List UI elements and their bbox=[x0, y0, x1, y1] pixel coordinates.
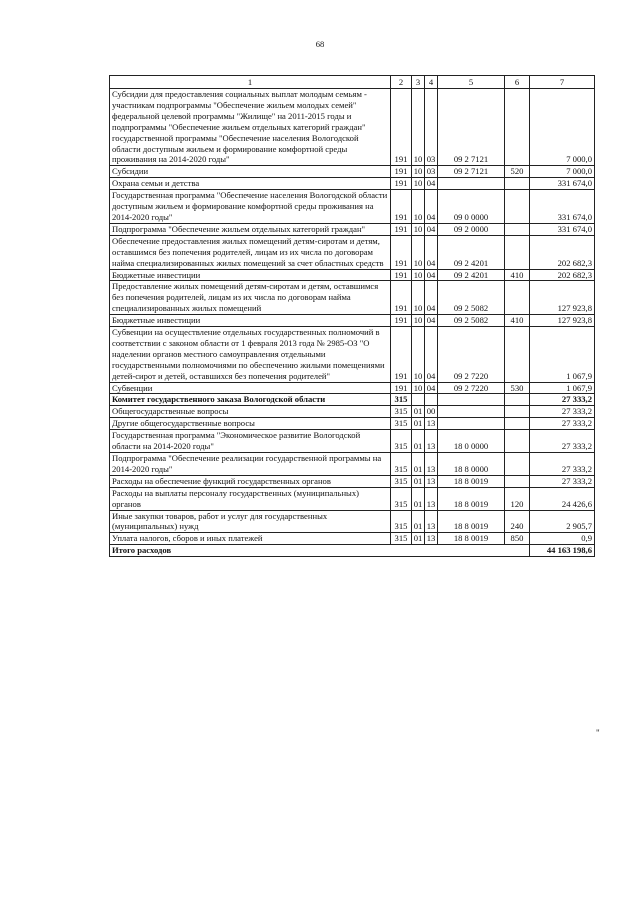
row-name-cell: Бюджетные инвестиции bbox=[110, 269, 391, 281]
target-article-cell: 18 8 0000 bbox=[438, 453, 505, 476]
subsection-code-cell bbox=[425, 394, 438, 406]
target-article-cell: 18 8 0019 bbox=[438, 510, 505, 533]
row-name-cell: Государственная программа "Экономическое развитие Вологодской области на 2014-2020 годы" bbox=[110, 430, 391, 453]
table-row bbox=[110, 89, 595, 166]
table-row bbox=[110, 406, 595, 418]
target-article-cell: 09 2 7121 bbox=[438, 166, 505, 178]
row-name-cell: Государственная программа "Обеспечение населения Вологодской области доступным жильем и формирование комфортной среды проживания на 2014-2020 годы" bbox=[110, 190, 391, 224]
section-code-cell: 10 bbox=[412, 315, 425, 327]
expense-type-cell bbox=[505, 235, 530, 269]
section-code-cell: 01 bbox=[412, 430, 425, 453]
header-cell: 5 bbox=[438, 76, 505, 89]
chapter-code-cell: 191 bbox=[391, 382, 412, 394]
header-cell: 4 bbox=[425, 76, 438, 89]
chapter-code-cell: 315 bbox=[391, 430, 412, 453]
budget-table bbox=[109, 75, 595, 557]
amount-cell: 24 426,6 bbox=[530, 487, 595, 510]
row-name-cell: Бюджетные инвестиции bbox=[110, 315, 391, 327]
header-cell: 7 bbox=[530, 76, 595, 89]
subsection-code-cell: 04 bbox=[425, 269, 438, 281]
amount-cell: 331 674,0 bbox=[530, 223, 595, 235]
header-cell: 6 bbox=[505, 76, 530, 89]
table-row bbox=[110, 510, 595, 533]
table-row bbox=[110, 166, 595, 178]
section-code-cell: 10 bbox=[412, 327, 425, 383]
amount-cell: 7 000,0 bbox=[530, 166, 595, 178]
amount-cell: 2 905,7 bbox=[530, 510, 595, 533]
row-name-cell: Другие общегосударственные вопросы bbox=[110, 418, 391, 430]
subsection-code-cell: 04 bbox=[425, 223, 438, 235]
expense-type-cell bbox=[505, 430, 530, 453]
table-row bbox=[110, 269, 595, 281]
amount-cell: 27 333,2 bbox=[530, 430, 595, 453]
table-row bbox=[110, 281, 595, 315]
section-code-cell: 10 bbox=[412, 281, 425, 315]
expense-type-cell bbox=[505, 453, 530, 476]
header-cell: 3 bbox=[412, 76, 425, 89]
target-article-cell bbox=[438, 418, 505, 430]
subsection-code-cell: 04 bbox=[425, 382, 438, 394]
table-row bbox=[110, 235, 595, 269]
page-number: 68 bbox=[315, 39, 325, 49]
expense-type-cell bbox=[505, 394, 530, 406]
row-name-cell: Общегосударственные вопросы bbox=[110, 406, 391, 418]
chapter-code-cell: 191 bbox=[391, 269, 412, 281]
chapter-code-cell: 191 bbox=[391, 327, 412, 383]
table-row bbox=[110, 430, 595, 453]
target-article-cell: 09 2 5082 bbox=[438, 315, 505, 327]
target-article-cell: 09 2 7121 bbox=[438, 89, 505, 166]
header-row bbox=[110, 76, 595, 89]
expense-type-cell: 530 bbox=[505, 382, 530, 394]
subsection-code-cell: 04 bbox=[425, 315, 438, 327]
subsection-code-cell: 13 bbox=[425, 430, 438, 453]
table-row bbox=[110, 475, 595, 487]
subsection-code-cell: 13 bbox=[425, 475, 438, 487]
amount-cell: 27 333,2 bbox=[530, 394, 595, 406]
section-code-cell: 01 bbox=[412, 475, 425, 487]
table-row bbox=[110, 178, 595, 190]
chapter-code-cell: 315 bbox=[391, 394, 412, 406]
amount-cell: 0,9 bbox=[530, 533, 595, 545]
amount-cell: 331 674,0 bbox=[530, 178, 595, 190]
amount-cell: 1 067,9 bbox=[530, 327, 595, 383]
expense-type-cell bbox=[505, 327, 530, 383]
section-code-cell: 01 bbox=[412, 453, 425, 476]
chapter-code-cell: 315 bbox=[391, 533, 412, 545]
target-article-cell bbox=[438, 394, 505, 406]
chapter-code-cell: 315 bbox=[391, 453, 412, 476]
row-name-cell: Обеспечение предоставления жилых помещений детям-сиротам и детям, оставшимся без попечения родителей, лицам из их числа по договорам найма специализированных жилых помещений за счет областных средств bbox=[110, 235, 391, 269]
section-code-cell: 10 bbox=[412, 190, 425, 224]
total-label: Итого расходов bbox=[110, 545, 530, 557]
subsection-code-cell: 13 bbox=[425, 510, 438, 533]
section-code-cell: 10 bbox=[412, 89, 425, 166]
table-row bbox=[110, 223, 595, 235]
target-article-cell: 09 2 4201 bbox=[438, 269, 505, 281]
row-name-cell: Предоставление жилых помещений детям-сиротам и детям, оставшимся без попечения родителей, лицам из их числа по договорам найма специализированных жилых помещений bbox=[110, 281, 391, 315]
expense-type-cell: 410 bbox=[505, 315, 530, 327]
chapter-code-cell: 191 bbox=[391, 89, 412, 166]
subsection-code-cell: 03 bbox=[425, 166, 438, 178]
row-name-cell: Подпрограмма "Обеспечение реализации государственной программы на 2014-2020 годы" bbox=[110, 453, 391, 476]
chapter-code-cell: 191 bbox=[391, 178, 412, 190]
target-article-cell: 18 0 0000 bbox=[438, 430, 505, 453]
table-row bbox=[110, 418, 595, 430]
table-row bbox=[110, 315, 595, 327]
section-code-cell: 10 bbox=[412, 235, 425, 269]
chapter-code-cell: 191 bbox=[391, 281, 412, 315]
expense-type-cell bbox=[505, 89, 530, 166]
target-article-cell bbox=[438, 178, 505, 190]
amount-cell: 202 682,3 bbox=[530, 269, 595, 281]
subsection-code-cell: 13 bbox=[425, 418, 438, 430]
target-article-cell: 09 2 0000 bbox=[438, 223, 505, 235]
header-cell: 2 bbox=[391, 76, 412, 89]
expense-type-cell: 240 bbox=[505, 510, 530, 533]
amount-cell: 27 333,2 bbox=[530, 406, 595, 418]
chapter-code-cell: 315 bbox=[391, 418, 412, 430]
target-article-cell: 18 8 0019 bbox=[438, 487, 505, 510]
amount-cell: 27 333,2 bbox=[530, 418, 595, 430]
chapter-code-cell: 315 bbox=[391, 510, 412, 533]
total-value: 44 163 198,6 bbox=[530, 545, 595, 557]
amount-cell: 27 333,2 bbox=[530, 475, 595, 487]
section-code-cell: 01 bbox=[412, 533, 425, 545]
subsection-code-cell: 04 bbox=[425, 235, 438, 269]
expense-type-cell: 520 bbox=[505, 166, 530, 178]
chapter-code-cell: 191 bbox=[391, 315, 412, 327]
chapter-code-cell: 191 bbox=[391, 235, 412, 269]
expense-type-cell bbox=[505, 406, 530, 418]
section-code-cell: 01 bbox=[412, 510, 425, 533]
subsection-code-cell: 04 bbox=[425, 178, 438, 190]
subsection-code-cell: 13 bbox=[425, 453, 438, 476]
target-article-cell: 09 2 7220 bbox=[438, 327, 505, 383]
row-name-cell: Расходы на обеспечение функций государственных органов bbox=[110, 475, 391, 487]
row-name-cell: Субсидии для предоставления социальных выплат молодым семьям - участникам подпрограммы "Обеспечение жильем молодых семей" федеральной целевой программы "Жилище" на 2011-2015 годы и подпрограммы "Обеспечение жильем отдельных категорий граждан" государственной программы "Обеспечение населения Вологодской области доступным жильем и формирование комфортной среды проживания на 2014-2020 годы" bbox=[110, 89, 391, 166]
row-name-cell: Подпрограмма "Обеспечение жильем отдельных категорий граждан" bbox=[110, 223, 391, 235]
expense-type-cell bbox=[505, 190, 530, 224]
amount-cell: 7 000,0 bbox=[530, 89, 595, 166]
section-code-cell: 10 bbox=[412, 382, 425, 394]
expense-type-cell bbox=[505, 475, 530, 487]
section-code-cell: 10 bbox=[412, 178, 425, 190]
target-article-cell bbox=[438, 406, 505, 418]
table-row bbox=[110, 190, 595, 224]
amount-cell: 331 674,0 bbox=[530, 190, 595, 224]
row-name-cell: Субвенции на осуществление отдельных государственных полномочий в соответствии с законом области от 1 февраля 2013 года № 2985-ОЗ "О наделении органов местного самоуправления отдельными государственными полномочиями по обеспечению жилыми помещениями детей-сирот и детей, оставшихся без попечения родителей" bbox=[110, 327, 391, 383]
amount-cell: 202 682,3 bbox=[530, 235, 595, 269]
table-row bbox=[110, 533, 595, 545]
table-row bbox=[110, 487, 595, 510]
target-article-cell: 18 8 0019 bbox=[438, 475, 505, 487]
subsection-code-cell: 04 bbox=[425, 281, 438, 315]
row-name-cell: Комитет государственного заказа Вологодской области bbox=[110, 394, 391, 406]
row-name-cell: Иные закупки товаров, работ и услуг для государственных (муниципальных) нужд bbox=[110, 510, 391, 533]
subsection-code-cell: 04 bbox=[425, 327, 438, 383]
expense-type-cell: 120 bbox=[505, 487, 530, 510]
closing-quote: " bbox=[596, 728, 600, 738]
amount-cell: 27 333,2 bbox=[530, 453, 595, 476]
expense-type-cell: 410 bbox=[505, 269, 530, 281]
subsection-code-cell: 04 bbox=[425, 190, 438, 224]
chapter-code-cell: 315 bbox=[391, 475, 412, 487]
table-row bbox=[110, 327, 595, 383]
row-name-cell: Субсидии bbox=[110, 166, 391, 178]
expense-type-cell bbox=[505, 418, 530, 430]
subsection-code-cell: 13 bbox=[425, 487, 438, 510]
subsection-code-cell: 13 bbox=[425, 533, 438, 545]
table-row bbox=[110, 382, 595, 394]
target-article-cell: 09 2 5082 bbox=[438, 281, 505, 315]
expense-type-cell: 850 bbox=[505, 533, 530, 545]
amount-cell: 127 923,8 bbox=[530, 315, 595, 327]
section-code-cell: 01 bbox=[412, 487, 425, 510]
section-code-cell: 01 bbox=[412, 418, 425, 430]
expense-type-cell bbox=[505, 223, 530, 235]
section-code-cell: 10 bbox=[412, 269, 425, 281]
chapter-code-cell: 315 bbox=[391, 406, 412, 418]
row-name-cell: Субвенции bbox=[110, 382, 391, 394]
chapter-code-cell: 315 bbox=[391, 487, 412, 510]
chapter-code-cell: 191 bbox=[391, 223, 412, 235]
total-row bbox=[110, 545, 595, 557]
section-code-cell: 10 bbox=[412, 166, 425, 178]
amount-cell: 1 067,9 bbox=[530, 382, 595, 394]
section-code-cell: 10 bbox=[412, 223, 425, 235]
row-name-cell: Охрана семьи и детства bbox=[110, 178, 391, 190]
section-code-cell: 01 bbox=[412, 406, 425, 418]
expense-type-cell bbox=[505, 178, 530, 190]
target-article-cell: 18 8 0019 bbox=[438, 533, 505, 545]
subsection-code-cell: 00 bbox=[425, 406, 438, 418]
expense-type-cell bbox=[505, 281, 530, 315]
chapter-code-cell: 191 bbox=[391, 190, 412, 224]
target-article-cell: 09 2 4201 bbox=[438, 235, 505, 269]
table-row bbox=[110, 453, 595, 476]
header-cell: 1 bbox=[110, 76, 391, 89]
target-article-cell: 09 2 7220 bbox=[438, 382, 505, 394]
row-name-cell: Уплата налогов, сборов и иных платежей bbox=[110, 533, 391, 545]
chapter-code-cell: 191 bbox=[391, 166, 412, 178]
table-row bbox=[110, 394, 595, 406]
row-name-cell: Расходы на выплаты персоналу государственных (муниципальных) органов bbox=[110, 487, 391, 510]
subsection-code-cell: 03 bbox=[425, 89, 438, 166]
amount-cell: 127 923,8 bbox=[530, 281, 595, 315]
section-code-cell bbox=[412, 394, 425, 406]
target-article-cell: 09 0 0000 bbox=[438, 190, 505, 224]
